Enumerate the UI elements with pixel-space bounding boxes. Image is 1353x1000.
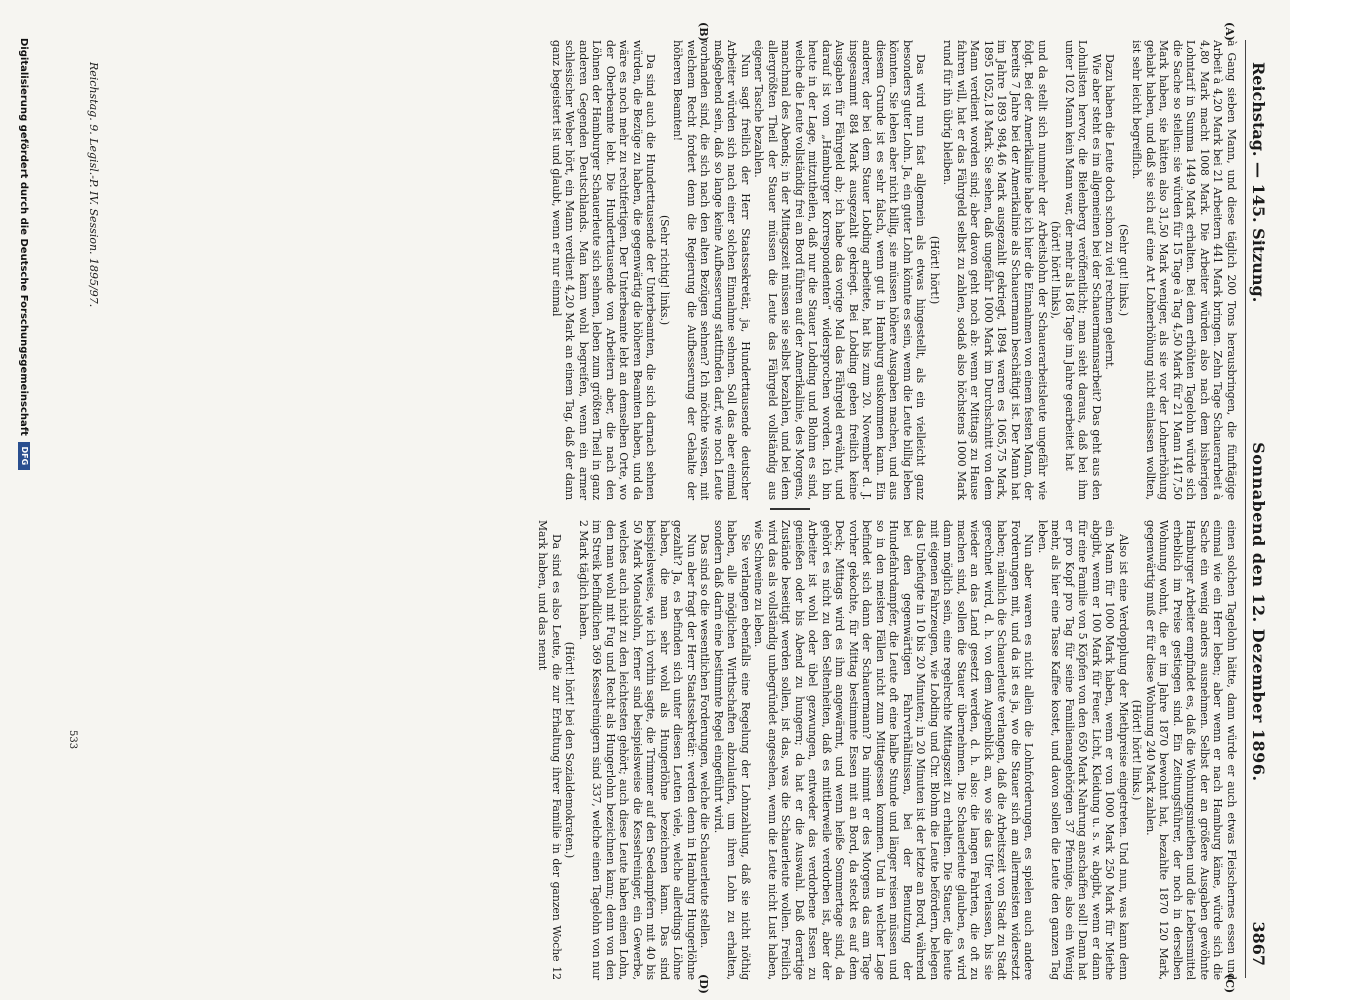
paragraph: Da sind auch die Hunderttausende der Unterbeamten, die sich darnach sehnen würden, die Bezüge zu haben, die gegenwärtig die höheren Beamten haben, und da wäre es noch mehr zu rechtfertigen. Der Unterbeamte lebt an demselben Orte, wo der Oberbeamte lebt. Die Hunderttausende von Arbeitern aber, die nach den Löhnen der Hamburger Schauerleute sich sehnen, leben zum größten Theil in ganz anderen Gegenden Deutschlands. Man kann wohl begreifen, wenn ein armer schlesischer Weber hört, ein Mann verdient 4,20 Mark an einem Tag, daß der dann ganz begeistert ist und glaubt, wenn er nur einmal xyxy=(550,40,658,500)
interjection: (Hört! hört! bei den Sozialdemokraten.) xyxy=(563,641,577,859)
header-date: Sonnabend den 12. Dezember 1896. xyxy=(1249,442,1269,782)
margin-marker-c: (C) xyxy=(1223,974,1236,994)
paragraph: Sie verlangen ebenfalls eine Regelung der Lohnzahlung, daß sie nicht nöthig haben, alle möglichen Wirthschaften abzulaufen, um ihren Lohn zu erhalten, sondern daß darin eine bestimmte Regel eingeführt wird. xyxy=(712,520,752,980)
right-column xyxy=(536,520,1238,980)
page-header xyxy=(1248,62,1270,966)
header-rule xyxy=(1245,40,1246,978)
paragraph: Also ist eine Verdopplung der Miethpreise eingetreten. Und nun, was kann denn ein Mann für 1000 Mark haben, wenn er von 1000 Mark 250 Mark für Miethe abgibt, wenn er 100 Mark für Feuer, Licht, Kleidung u. s. w. abgibt, wenn er dann für eine Familie von 5 Köpfen von den 650 Mark Nahrung anschaffen soll! Dann hat er pro Kopf pro Tag für seine Familienangehörigen 37 Pfennige, also ein Wenig mehr, als hier eine Tasse Kaffee kostet, und davon sollen die Leute den ganzen Tag leben. xyxy=(1036,520,1130,980)
interjection: (hört! hört! links), xyxy=(1049,220,1063,320)
credit-text: Digitalisierung gefördert durch die Deutsche Forschungsgemeinschaft xyxy=(18,38,30,436)
paragraph: Dazu haben die Leute doch schon zu viel rechnen gelernt. xyxy=(1103,54,1117,370)
interjection: (Sehr gut! links.) xyxy=(1117,223,1130,317)
paragraph: und da stellt sich nunmehr der Arbeitslohn der Schauerarbeitsleute ungefähr wie folgt. Bei der Amerikalinie habe ich hier die Einnahmen von einem festen Mann, der bereits 7 Jahre bei der Amerikalinie als Schauermann beschäftigt ist. Der Mann hat im Jahre 1893 984,46 Mark ausgezahlt gekriegt, 1894 waren es 1065,75 Mark, 1895 1052,18 Mark. Sie sehen, daß ungefähr 1000 Mark im Durchschnitt von dem Mann verdient worden sind; aber davon geht noch ab: wenn er Mittags zu Hause fahren will, hat er das Fährgeld selbst zu zahlen, sodaß also höchstens 1000 Mark rund für ihn übrig bleiben. xyxy=(941,40,1049,500)
footer-page-number: 533 xyxy=(67,730,78,750)
column-divider xyxy=(770,508,810,510)
interjection: (Hört! hört!) xyxy=(928,235,941,305)
paragraph: Nun sagt freilich der Herr Staatssekretär, ja, Hunderttausende deutscher Arbeiter würden sich nach einer solchen Einnahme sehnen. Soll das aber einmal maßgebend sein, daß so lange keine Aufbesserung stattfinden darf, wie noch Leute vorhanden sind, die sich nach den alten Bezügen sehnen? Ich möchte wissen, mit welchem Recht fordert denn die Regierung die Aufbesserung der Gehalte der höheren Beamten! xyxy=(671,40,752,500)
interjection: (Hört! hört! links.) xyxy=(1130,699,1144,801)
interjection: (Sehr richtig! links.) xyxy=(658,215,671,325)
paragraph: Nun aber fragt der Herr Staatssekretär: werden denn in Hamburg Hungerlöhne gezahlt? Ja, es befinden sich unter diesen Leuten viele, welche allerdings Löhne haben, die man sehr wohl als Hungerlöhne bezeichnen kann. Das sind beispielsweise, wie ich vorhin sagte, die Trimmer auf den Seedampfern mit 40 bis 50 Mark Monatslohn, ferner sind beispielsweise die Kesselreiniger, ein Gewerbe, welches auch nicht zu den leichtesten gehört; auch diese Leute haben einen Lohn, den man wohl mit Fug und Recht als Hungerlohn bezeichnen kann; denn von den im Streik befindlichen 369 Kesselreinigern sind 337, welche einen Tagelohn von nur 2 Mark täglich haben. xyxy=(577,520,698,980)
header-left: Reichstag. — 145. Sitzung. xyxy=(1249,62,1269,303)
header-page-number: 3867 xyxy=(1249,921,1269,966)
paragraph: einen solchen Tagelohn hätte, dann würde er auch etwas Fleischernes essen und einmal wie ein Herr leben; aber wenn er nach Hamburg käme, würde sich die Sache ein wenig anders ausnehmen. Selbst der an größere Ausgaben gewöhnte Hamburger Arbeiter empfindet es, daß die Wohnungsmiethen und die Lebensmittel erheblich im Preise gestiegen sind. Ein Zeitungsführer, der noch in derselben Wohnung wohnt, die er im Jahre 1870 bewohnt hat, bezahlte 1870 120 Mark, gegenwärtig muß er für diese Wohnung 240 Mark zahlen. xyxy=(1144,520,1238,980)
digitization-credit xyxy=(18,38,30,470)
paragraph: à Gang sieben Mann, und diese täglich 200 Tons herausbringen, die fünftägige Arbeit à 4,20 Mark bei 21 Arbeitern 441 Mark bringen. Zehn Tage Schauerarbeit à 4,80 Mark macht 1008 Mark. Die Arbeiter würden also nach dem bisherigen Lohntarif in Summa 1449 Mark erhalten. Bei dem erhöhten Tagelohn würde sich die Sache so stellen: sie würden für 15 Tage à Tag 4,50 Mark für 21 Mann 1417,50 Mark haben, sie hätten also 31,50 Mark weniger, als sie vor der Lohnerhöhung gehabt haben, und daß sie sich auf eine Art Lohnerhöhung nicht einlassen wollten, ist sehr leicht begreiflich. xyxy=(1130,40,1238,500)
left-column xyxy=(550,40,1239,500)
page-footer: Reichstag. 9. Legisl.-P. IV. Session. 1895/97. xyxy=(87,62,100,308)
paragraph: Wie aber steht es im allgemeinen bei der Schauermannsarbeit? Das geht aus den Lohnlisten hervor, die Bielenberg veröffentlicht; man sieht daraus, daß bei ihm unter 102 Mann kein Mann war, der mehr als 168 Tage im Jahre gearbeitet hat xyxy=(1063,40,1103,500)
paragraph: Da sind es also Leute, die zur Erhaltung ihrer Familie in der ganzen Woche 12 Mark haben, und das nennt xyxy=(536,520,563,980)
paragraph: Nun aber waren es nicht allein die Lohnforderungen, es spielen auch andere Forderungen mit, und da ist es ja, wo die Stauer sich am allermeisten widersetzt haben; nämlich die Schauerleute verlangen, daß die Arbeitszeit von Stadt zu Stadt gerechnet wird, d. h. von dem Augenblick an, wo sie das Ufer verlassen, bis sie wieder an das Land gesetzt werden, d. h. also: die langen Fahrten, die oft zu machen sind, sollen die Stauer übernehmen. Die Schauerleute glauben, es wird dann möglich sein, eine regelrechte Mittagszeit zu erhalten. Die Stauer, die heute mit eigenen Fahrzeugen, wie Lobding und Chr. Blohm die Leute befördern, belegen das Unbefugte in 10 bis 20 Minuten; in 20 Minuten ist der letzte an Bord, während bei den gegenwärtigen Fahrverhältnissen, bei der Benutzung der Hundefahrdampfer, die Leute oft eine halbe Stunde und länger reisen müssen und so in den meisten Fällen nicht zum Mittagessen kommen. Und in welcher Lage befindet sich dann der Schauermann? Da nimmt er des Morgens das am Tage vorher gekochte, für Mittag bestimmte Essen mit an Bord, da steckt es auf dem Deck; Mittags wird es ihm angewärmt, und wenn heiße Sommertage sind, da gehört es nicht zu den Seltenheiten, daß es mittlerweile verdorben ist, aber der Arbeiter ist wohl oder übel gezwungen, entweder das verdorbene Essen zu genießen oder bis Abend zu hungern; da hat er die Auswahl. Daß derartige Zustände beseitigt werden sollen, ist das, was die Schauerleute wollen. Freilich wird das als vollständig unbegründet angesehen, wenn die Leute nicht Lust haben, wie Schweine zu leben. xyxy=(752,520,1036,980)
paragraph: Das wird nun fast allgemein als etwas hingestellt, als ein vielleicht ganz besonders guter Lohn. Ja, ein guter Lohn könnte es sein, wenn die Leute billig leben könnten. Sie leben aber nicht billig, sie müssen höhere Ausgaben machen, und aus diesem Grunde ist es sehr falsch, wenn gut in Hamburg auskommen kann. Ein anderer, der bei dem Stauer Lobding arbeitete, hat bis zum 20. November d. J. insgesammt 884 Mark ausgezahlt gekriegt. Bei Lobding geben freilich keine Ausgaben für Fährgeld ab; ich habe das vorige Mal das Fährgeld erwähnt, und darauf ist vom „Hamburger Korrespondenten“ widersprochen worden. Ich bin heute in der Lage, mitzutheilen, daß nur die Stauer Lobding und Blohm es sind, welche die Leute vollständig frei an Bord führen auf der Amerikalinie, des Morgens, manchmal des Abends; in der Mittagszeit müssen sie selbst bezahlen, und bei dem allergrößten Theil der Stauer müssen die Leute das Fährgeld vollständig aus eigener Tasche bezahlen. xyxy=(752,40,928,500)
paragraph: Das sind so die wesentlichen Forderungen, welche die Schauerleute stellen. xyxy=(698,534,712,949)
margin-marker-b: (B) xyxy=(697,22,710,42)
margin-marker-a: (A) xyxy=(1223,22,1236,41)
dfg-logo-icon: DFG xyxy=(18,442,30,470)
margin-marker-d: (D) xyxy=(697,974,710,994)
